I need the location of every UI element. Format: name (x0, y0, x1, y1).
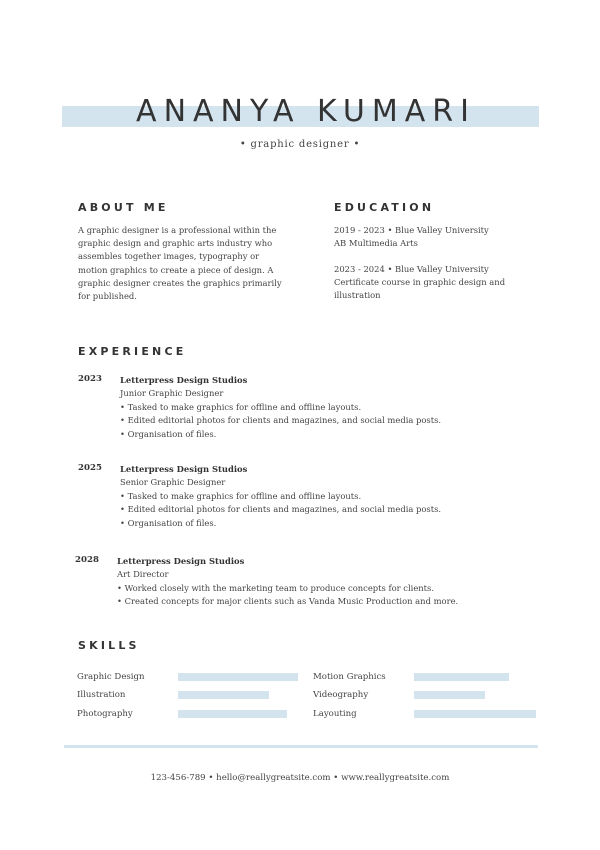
education-entry (334, 224, 489, 250)
experience-role: Art Director (117, 569, 169, 580)
experience-bullet: • Tasked to make graphics for offline and offline layouts. (120, 490, 362, 501)
experience-bullet: • Tasked to make graphics for offline and offline layouts. (120, 401, 362, 412)
skill-bar (414, 691, 485, 699)
skills-heading: SKILLS (78, 639, 140, 652)
education-heading: EDUCATION (334, 201, 435, 214)
experience-role: Junior Graphic Designer (120, 388, 224, 399)
experience-entry (120, 463, 441, 530)
education-degree: Certificate course in graphic design and (334, 277, 506, 288)
experience-entry (117, 555, 458, 609)
skill-label: Motion Graphics (313, 672, 386, 682)
contact-info: 123-456-789 • hello@reallygreatsite.com • www.reallygreatsite.com (150, 773, 450, 783)
experience-year: 2025 (78, 463, 102, 473)
skill-label: Graphic Design (77, 672, 145, 682)
job-title: • graphic designer • (239, 139, 361, 150)
skill-bar (178, 710, 287, 718)
about-line: for published. (78, 291, 137, 302)
experience-role: Senior Graphic Designer (120, 477, 226, 488)
experience-bullet: • Edited editorial photos for clients and magazines, and social media posts. (120, 415, 442, 426)
education-dates-school: 2019 - 2023 • Blue Valley University (334, 225, 489, 235)
about-line: A graphic designer is a professional within the (78, 225, 277, 235)
skill-bar (178, 691, 269, 699)
education-dates-school: 2023 - 2024 • Blue Valley University (334, 264, 489, 274)
about-heading: ABOUT ME (78, 201, 169, 214)
skill-label: Photography (77, 709, 133, 719)
experience-bullet: • Organisation of files. (120, 428, 217, 439)
skill-bar (178, 673, 298, 681)
skill-bar (414, 673, 509, 681)
experience-bullet: • Worked closely with the marketing team to produce concepts for clients. (117, 582, 435, 593)
experience-bullet: • Edited editorial photos for clients and magazines, and social media posts. (120, 504, 442, 515)
experience-heading: EXPERIENCE (78, 345, 187, 358)
education-degree: AB Multimedia Arts (334, 238, 418, 249)
about-line: motion graphics to create a piece of design. A (78, 264, 274, 275)
experience-year: 2023 (78, 374, 102, 384)
education-degree-cont: illustration (334, 290, 381, 301)
experience-company: Letterpress Design Studios (120, 464, 248, 474)
about-line: graphic designer creates the graphics primarily (78, 277, 282, 288)
experience-company: Letterpress Design Studios (117, 556, 245, 566)
skill-label: Illustration (77, 690, 126, 700)
about-line: graphic design and graphic arts industry who (78, 238, 273, 249)
experience-bullet: • Created concepts for major clients such as Vanda Music Production and more. (117, 596, 459, 607)
footer-divider (64, 745, 538, 748)
experience-entry (120, 374, 441, 441)
skill-label: Layouting (313, 709, 357, 719)
skill-label: Videography (313, 690, 369, 700)
experience-bullet: • Organisation of files. (120, 517, 217, 528)
experience-year: 2028 (75, 555, 99, 565)
experience-company: Letterpress Design Studios (120, 375, 248, 385)
education-entry (334, 263, 505, 303)
about-line: assembles together images, typography or (78, 251, 260, 262)
skill-bar (414, 710, 536, 718)
about-text (78, 224, 282, 303)
candidate-name: ANANYA KUMARI (136, 94, 476, 129)
